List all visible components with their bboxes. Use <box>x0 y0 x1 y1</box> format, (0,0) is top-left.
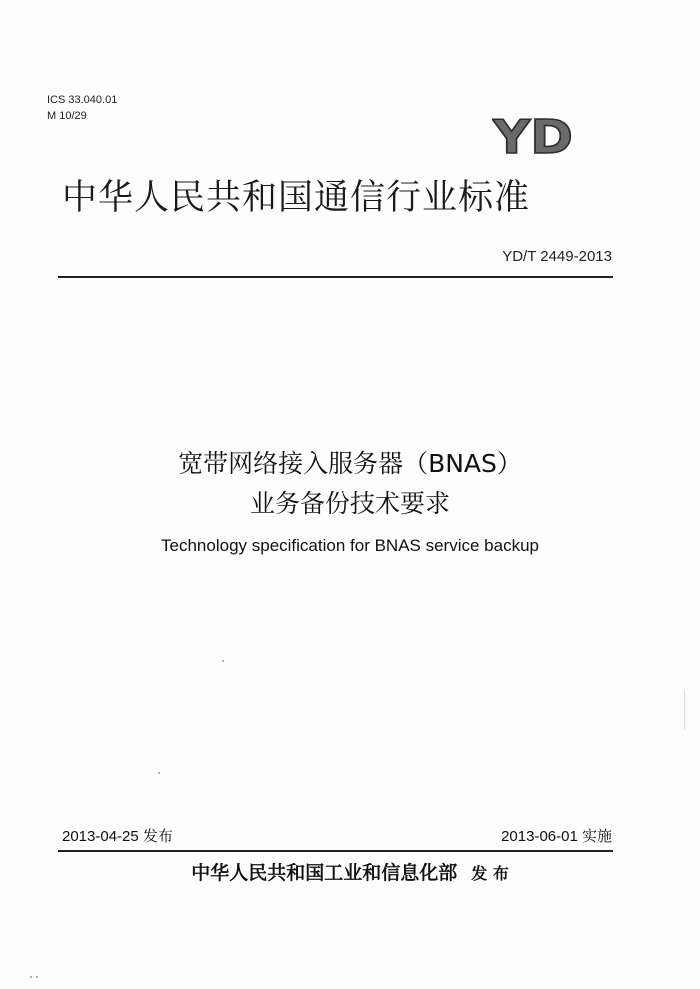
classification-codes <box>47 92 117 124</box>
header-divider <box>58 276 613 278</box>
footer-divider <box>58 850 613 852</box>
scan-speck <box>30 976 32 978</box>
document-title-en: Technology specification for BNAS service backup <box>161 536 539 555</box>
ics-code: ICS 33.040.01 <box>47 94 118 106</box>
issuer-org: 中华人民共和国工业和信息化部 <box>191 862 458 884</box>
title-zh-line1: 宽带网络接入服务器（BNAS） <box>178 449 522 478</box>
yd-logo <box>492 113 574 157</box>
yd-logo-text: YD <box>492 113 573 157</box>
issuer-action: 发 布 <box>471 864 509 883</box>
title-zh-line2: 业务备份技术要求 <box>249 489 450 518</box>
issuer-line <box>0 858 700 885</box>
scan-speck <box>158 772 160 774</box>
scan-speck <box>222 660 224 662</box>
effective-date: 2013-06-01 实施 <box>501 828 612 845</box>
scan-speck <box>684 690 685 730</box>
issue-date: 2013-04-25 发布 <box>62 828 173 845</box>
scan-speck <box>36 976 38 978</box>
document-title-zh <box>0 444 700 524</box>
ccs-code: M 10/29 <box>47 110 87 122</box>
standard-number: YD/T 2449-2013 <box>502 248 612 265</box>
org-title: 中华人民共和国通信行业标准 <box>62 178 531 218</box>
